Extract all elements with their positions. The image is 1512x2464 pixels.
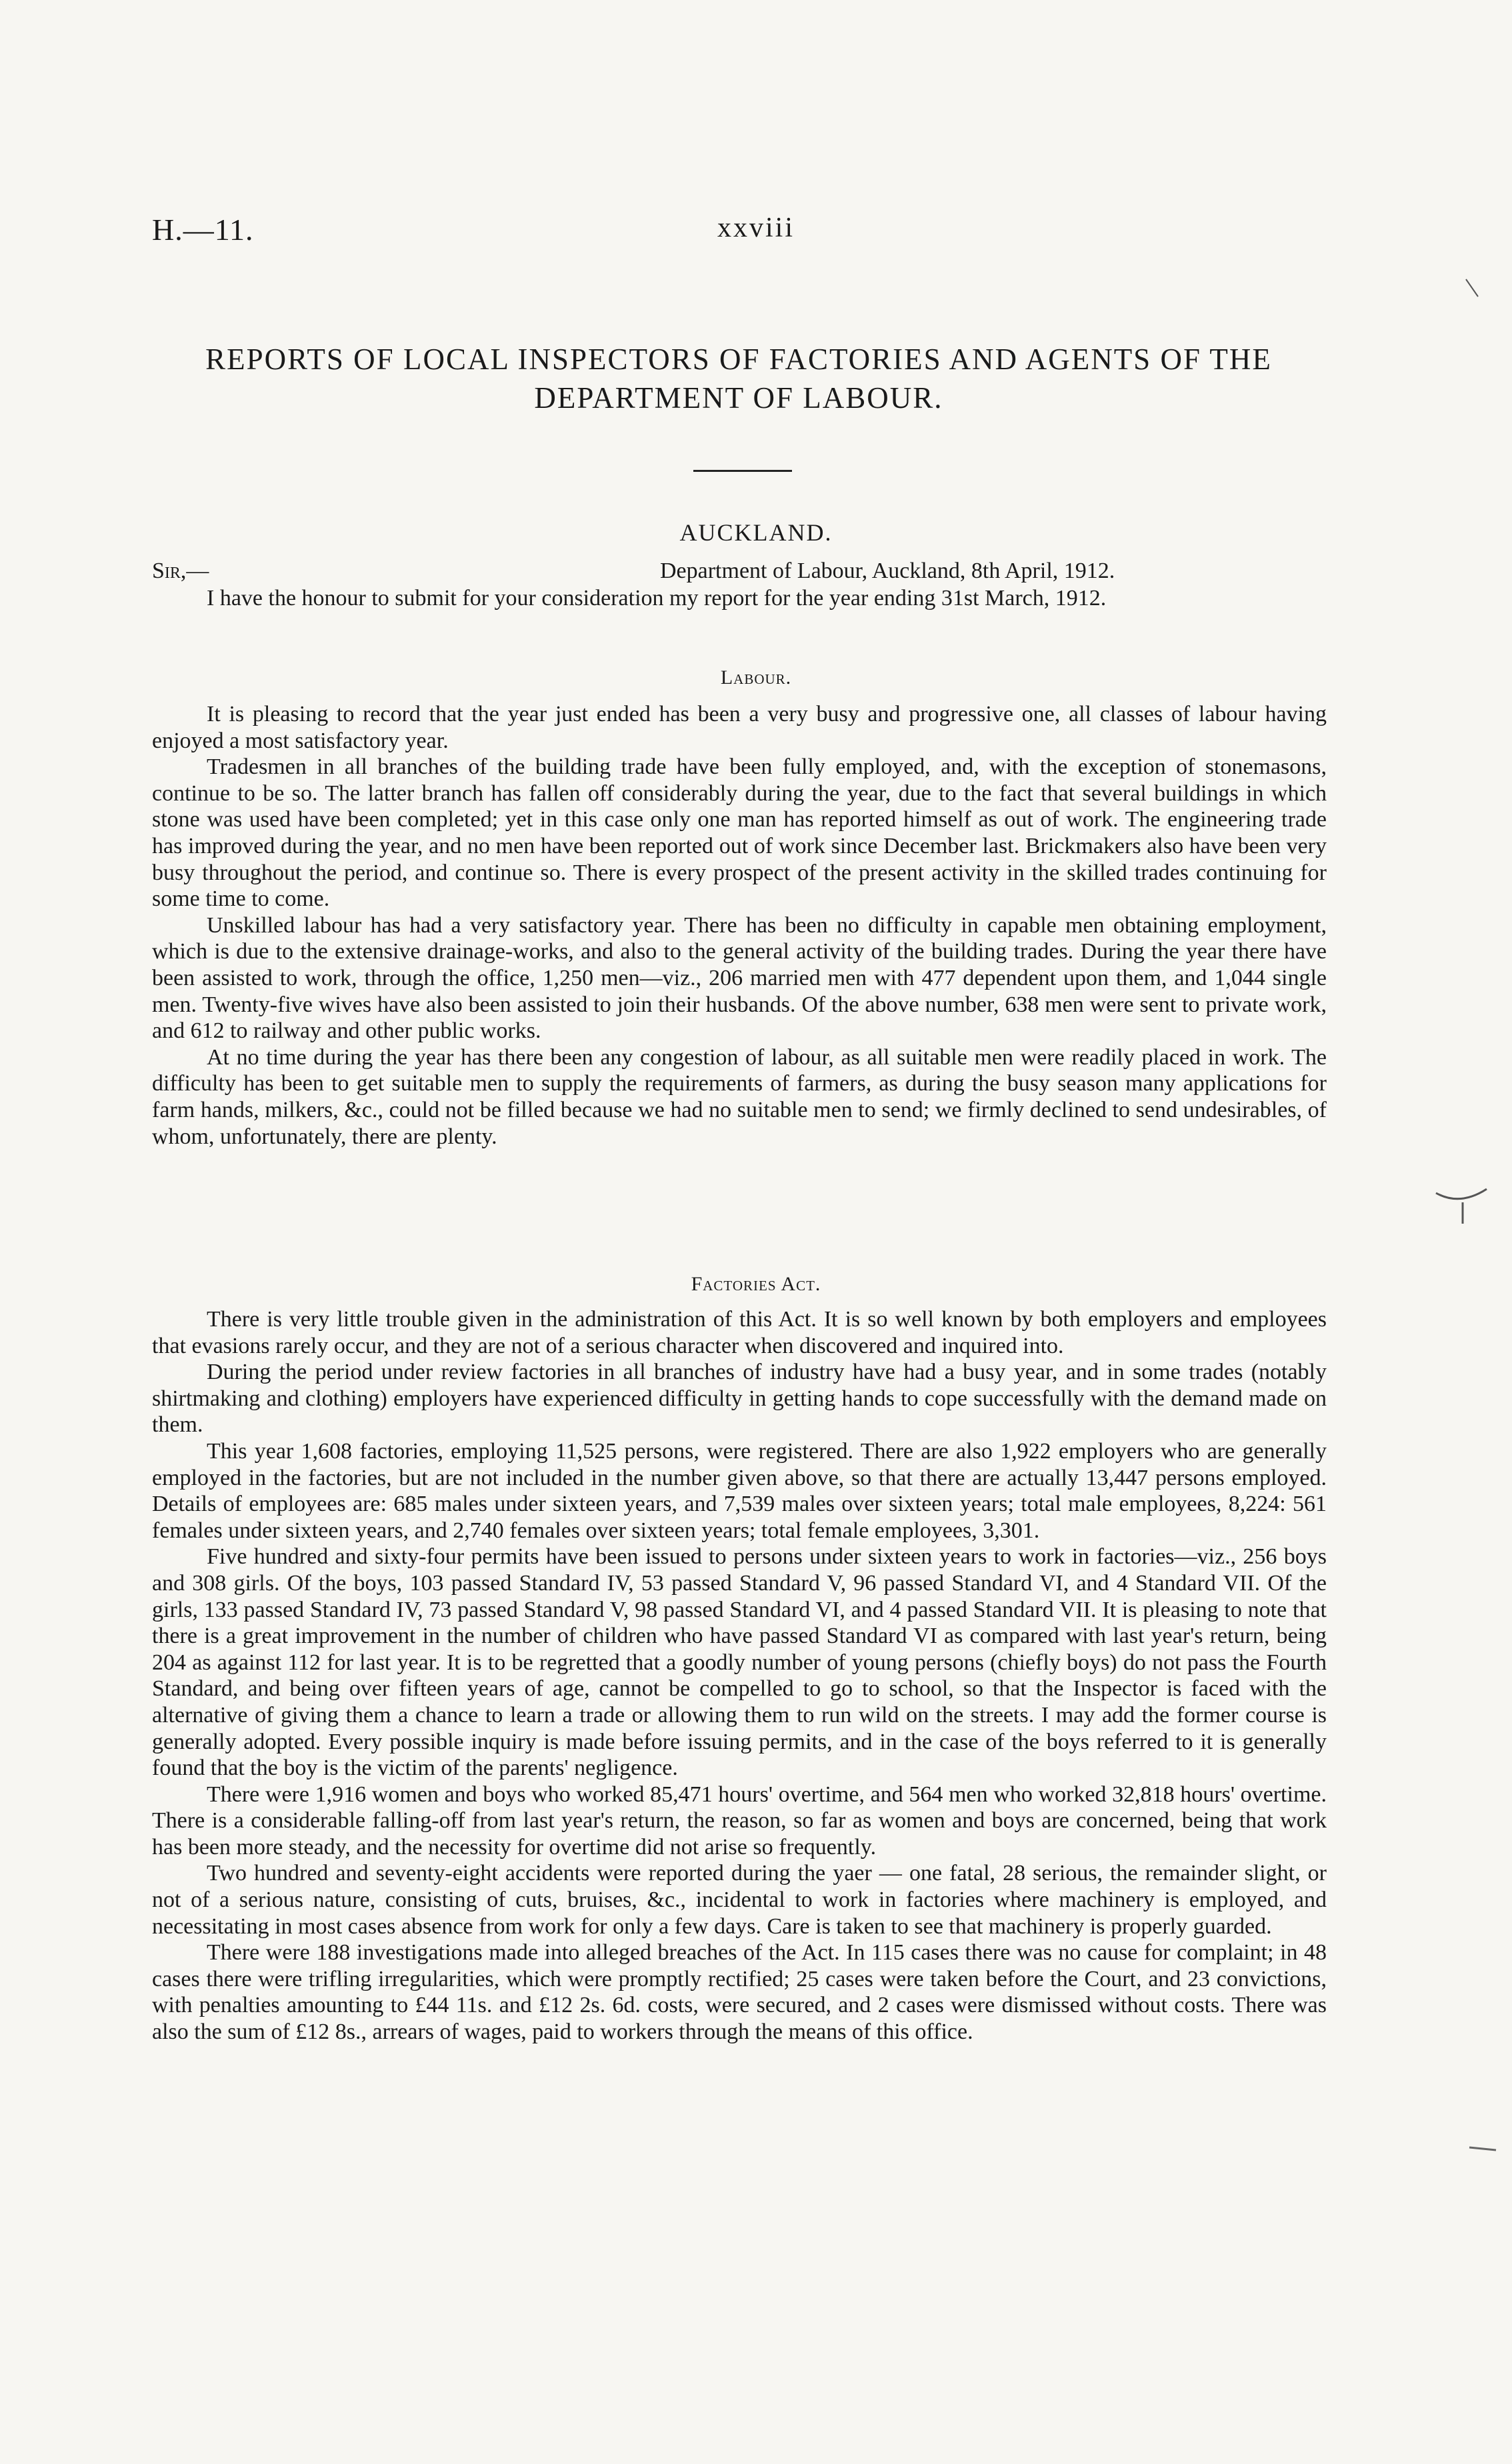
paragraph: During the period under review factories in all branches of industry have had a busy year, and in some trades (notably shirtmaking and clothing) employers have experienced difficulty in getting hands to cope successfully with the demand made on them.	[152, 1360, 1327, 1438]
dateline: Department of Labour, Auckland, 8th April, 1912.	[660, 559, 1115, 583]
factories-act-section	[152, 1306, 1327, 2045]
paragraph: Five hundred and sixty-four permits have been issued to persons under sixteen years to work in factories—viz., 256 boys and 308 girls. Of the boys, 103 passed Standard IV, 53 passed Standard V, 96 passed Standard VI, and 4 Standard VII. Of the girls, 133 passed Standard IV, 73 passed Standard V, 98 passed Standard VI, and 4 passed Standard VII. It is pleasing to note that there is a great improvement in the number of children who have passed Standard VI as compared with last year's return, being 204 as against 112 for last year. It is to be regretted that a goodly number of young persons (chiefly boys) do not pass the Fourth Standard, and being over fifteen years of age, cannot be compelled to go to school, so that the Inspector is faced with the alternative of giving them a chance to learn a trade or allowing them to run wild on the streets. I may add the former course is generally adopted. Every possible inquiry is made before issuing permits, and in the case of the boys referred to it is generally found that the boy is the victim of the parents' negligence.	[152, 1544, 1327, 1781]
paragraph: Unskilled labour has had a very satisfactory year. There has been no difficulty in capable men obtaining employment, which is due to the extensive drainage-works, and also to the general activity of the building trades. During the year there have been assisted to work, through the office, 1,250 men—viz., 206 married men with 477 dependent upon them, and 1,044 single men. Twenty-five wives have also been assisted to join their husbands. Of the above number, 638 men were sent to private work, and 612 to railway and other public works.	[152, 912, 1327, 1044]
scan-mark-icon	[1467, 2139, 1500, 2159]
paragraph: There is very little trouble given in the administration of this Act. It is so well known by both employers and employees that evasions rarely occur, and they are not of a serious character when discovered and inquired into.	[152, 1307, 1327, 1358]
labour-section	[152, 701, 1327, 1150]
intro-paragraph: I have the honour to submit for your consideration my report for the year ending 31st March, 1912.	[207, 586, 1107, 611]
paragraph: This year 1,608 factories, employing 11,525 persons, were registered. There are also 1,922 employers who are generally employed in the factories, but are not included in the number given above, so that there are actually 13,447 persons employed. Details of employees are: 685 males under sixteen years, and 7,539 males over sixteen years; total male employees, 8,224: 561 females under sixteen years, and 2,740 females over sixteen years; total female employees, 3,301.	[152, 1438, 1327, 1543]
paragraph: It is pleasing to record that the year just ended has been a very busy and progressive one, all classes of labour having enjoyed a most satisfactory year.	[152, 702, 1327, 753]
title-divider	[693, 470, 792, 472]
scan-mark-icon	[1433, 1186, 1493, 1226]
report-title: REPORTS OF LOCAL INSPECTORS OF FACTORIES AND AGENTS OF THE DEPARTMENT OF LABOUR.	[205, 343, 1272, 415]
page-number: xxviii	[717, 213, 795, 243]
factories-act-heading: Factories Act.	[691, 1273, 821, 1295]
paragraph: There were 188 investigations made into alleged breaches of the Act. In 115 cases there was no cause for complaint; in 48 cases there were trifling irregularities, which were promptly rectified; 25 cases were taken before the Court, and 23 convictions, with penalties amounting to £44 11s. and £12 2s. 6d. costs, were secured, and 2 cases were dismissed without costs. There was also the sum of £12 8s., arrears of wages, paid to workers through the means of this office.	[152, 1940, 1327, 2045]
paragraph: Two hundred and seventy-eight accidents were reported during the yaer — one fatal, 28 serious, the remainder slight, or not of a serious nature, consisting of cuts, bruises, &c., incidental to work in factories where machinery is employed, and necessitating in most cases absence from work for only a few days. Care is taken to see that machinery is properly guarded.	[152, 1861, 1327, 1939]
intro-block	[152, 585, 1327, 612]
labour-heading: Labour.	[720, 666, 792, 688]
document-reference: H.—11.	[152, 213, 254, 247]
paragraph: At no time during the year has there been any congestion of labour, as all suitable men were readily placed in work. The difficulty has been to get suitable men to supply the requirements of farmers, as during the busy season many applications for farm hands, milkers, &c., could not be filled because we had no suitable men to send; we firmly declined to send undesirables, of whom, unfortunately, there are plenty.	[152, 1044, 1327, 1149]
salutation: Sir,—	[152, 559, 209, 583]
paragraph: There were 1,916 women and boys who worked 85,471 hours' overtime, and 564 men who worked 32,818 hours' overtime. There is a considerable falling-off from last year's return, the reason, so far as women and boys are concerned, being that work has been more steady, and the necessity for overtime did not arise so frequently.	[152, 1782, 1327, 1859]
paragraph: Tradesmen in all branches of the building trade have been fully employed, and, with the exception of stonemasons, continue to be so. The latter branch has fallen off considerably during the year, due to the fact that several buildings in which stone was used have been completed; yet in this case only one man has reported himself as out of work. The engineering trade has improved during the year, and no men have been reported out of work since December last. Brickmakers also have been very busy throughout the period, and continue so. There is every prospect of the present activity in the skilled trades continuing for some time to come.	[152, 754, 1327, 912]
scan-mark-icon	[1463, 277, 1483, 303]
place-heading: AUCKLAND.	[679, 519, 833, 546]
